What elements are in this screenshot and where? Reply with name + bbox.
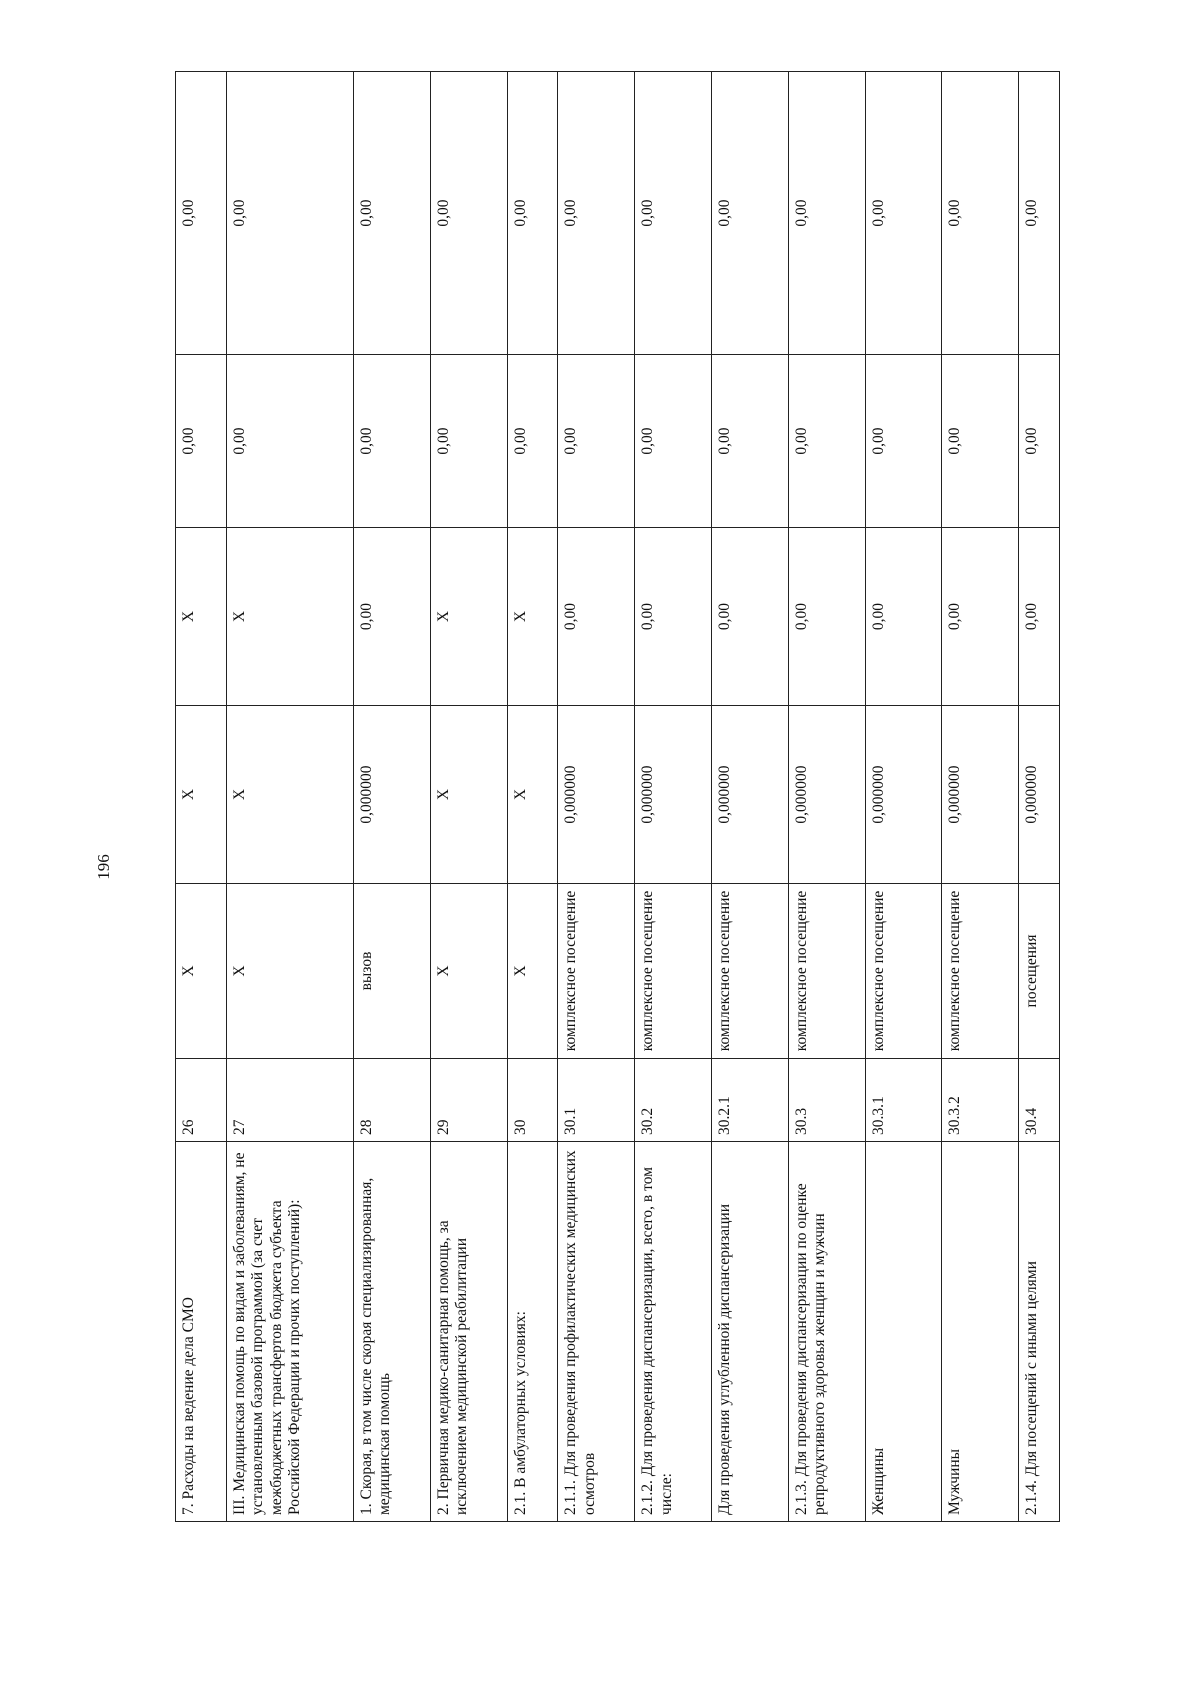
cell-name: Мужчины (942, 1142, 1019, 1522)
cell-code: 30.4 (1019, 1059, 1060, 1142)
cell-unit: X (430, 884, 507, 1059)
cell-value-3: 0,00 (865, 355, 942, 528)
cell-name: 2.1.1. Для проведения профилактических медицинских осмотров (558, 1142, 635, 1522)
table-row (788, 72, 865, 1522)
cell-value-3: 0,00 (176, 355, 227, 528)
cell-value-1: 0,000000 (942, 706, 1019, 884)
table-row (353, 72, 430, 1522)
cell-value-2: 0,00 (353, 528, 430, 706)
cell-name: III. Медицинская помощь по видам и заболеваниям, не установленным базовой программой (за счет межбюджетных трансфертов бюджета субъекта Российской Федерации и прочих поступлений): (226, 1142, 353, 1522)
table-row (558, 72, 635, 1522)
table-row (634, 72, 711, 1522)
table-row (942, 72, 1019, 1522)
table-row (226, 72, 353, 1522)
cell-code: 30.3.2 (942, 1059, 1019, 1142)
table-row (711, 72, 788, 1522)
cell-unit: комплексное посещение (865, 884, 942, 1059)
cell-code: 30.3 (788, 1059, 865, 1142)
cell-value-2: 0,00 (558, 528, 635, 706)
cell-value-2: X (430, 528, 507, 706)
cell-name: 2.1.4. Для посещений с иными целями (1019, 1142, 1060, 1522)
cell-value-1: 0,000000 (558, 706, 635, 884)
cell-unit: комплексное посещение (711, 884, 788, 1059)
cell-value-4: 0,00 (634, 72, 711, 355)
cell-unit: комплексное посещение (558, 884, 635, 1059)
cell-value-2: 0,00 (788, 528, 865, 706)
rotated-table (175, 72, 1060, 1522)
cell-value-4: 0,00 (1019, 72, 1060, 355)
cell-value-2: X (226, 528, 353, 706)
cell-value-3: 0,00 (430, 355, 507, 528)
table-row (1019, 72, 1060, 1522)
cell-code: 29 (430, 1059, 507, 1142)
cell-unit: посещения (1019, 884, 1060, 1059)
cell-value-2: 0,00 (942, 528, 1019, 706)
cell-value-3: 0,00 (558, 355, 635, 528)
table-row (865, 72, 942, 1522)
cell-value-1: 0,000000 (788, 706, 865, 884)
cell-name: 7. Расходы на ведение дела СМО (176, 1142, 227, 1522)
cell-unit: X (176, 884, 227, 1059)
cell-code: 28 (353, 1059, 430, 1142)
page-number: 196 (94, 854, 113, 880)
cell-value-2: 0,00 (865, 528, 942, 706)
cell-value-2: X (507, 528, 558, 706)
cell-unit: X (226, 884, 353, 1059)
cell-value-3: 0,00 (353, 355, 430, 528)
cell-value-3: 0,00 (634, 355, 711, 528)
cell-unit: комплексное посещение (634, 884, 711, 1059)
cell-name: Женщины (865, 1142, 942, 1522)
cell-name: 2. Первичная медико-санитарная помощь, за исключением медицинской реабилитации (430, 1142, 507, 1522)
data-table (175, 71, 1060, 1522)
cell-value-1: X (226, 706, 353, 884)
cell-value-4: 0,00 (558, 72, 635, 355)
cell-value-1: X (430, 706, 507, 884)
table-container (175, 72, 1060, 1522)
cell-value-3: 0,00 (507, 355, 558, 528)
cell-value-2: X (176, 528, 227, 706)
cell-code: 30.2.1 (711, 1059, 788, 1142)
cell-value-1: 0,000000 (634, 706, 711, 884)
cell-code: 30.2 (634, 1059, 711, 1142)
cell-code: 30.1 (558, 1059, 635, 1142)
table-row (176, 72, 227, 1522)
cell-value-3: 0,00 (942, 355, 1019, 528)
cell-name: 2.1.2. Для проведения диспансеризации, всего, в том числе: (634, 1142, 711, 1522)
cell-value-1: X (176, 706, 227, 884)
cell-value-2: 0,00 (1019, 528, 1060, 706)
cell-code: 30.3.1 (865, 1059, 942, 1142)
cell-value-1: 0,000000 (865, 706, 942, 884)
cell-value-2: 0,00 (711, 528, 788, 706)
cell-value-3: 0,00 (711, 355, 788, 528)
cell-value-2: 0,00 (634, 528, 711, 706)
cell-code: 26 (176, 1059, 227, 1142)
cell-value-4: 0,00 (788, 72, 865, 355)
cell-value-3: 0,00 (226, 355, 353, 528)
table-row (430, 72, 507, 1522)
cell-name: 2.1.3. Для проведения диспансеризации по оценке репродуктивного здоровья женщин и мужчин (788, 1142, 865, 1522)
cell-value-3: 0,00 (788, 355, 865, 528)
cell-value-4: 0,00 (226, 72, 353, 355)
cell-value-4: 0,00 (507, 72, 558, 355)
cell-value-4: 0,00 (176, 72, 227, 355)
cell-name: 1. Скорая, в том числе скорая специализированная, медицинская помощь (353, 1142, 430, 1522)
cell-unit: комплексное посещение (788, 884, 865, 1059)
cell-value-1: 0,000000 (353, 706, 430, 884)
cell-unit: X (507, 884, 558, 1059)
cell-unit: комплексное посещение (942, 884, 1019, 1059)
cell-unit: вызов (353, 884, 430, 1059)
cell-value-4: 0,00 (711, 72, 788, 355)
cell-value-4: 0,00 (942, 72, 1019, 355)
cell-value-4: 0,00 (353, 72, 430, 355)
cell-value-1: 0,000000 (711, 706, 788, 884)
cell-value-3: 0,00 (1019, 355, 1060, 528)
cell-value-4: 0,00 (865, 72, 942, 355)
cell-value-1: 0,000000 (1019, 706, 1060, 884)
cell-value-1: X (507, 706, 558, 884)
cell-name: Для проведения углубленной диспансеризации (711, 1142, 788, 1522)
cell-code: 27 (226, 1059, 353, 1142)
table-row (507, 72, 558, 1522)
cell-code: 30 (507, 1059, 558, 1142)
cell-name: 2.1. В амбулаторных условиях: (507, 1142, 558, 1522)
cell-value-4: 0,00 (430, 72, 507, 355)
